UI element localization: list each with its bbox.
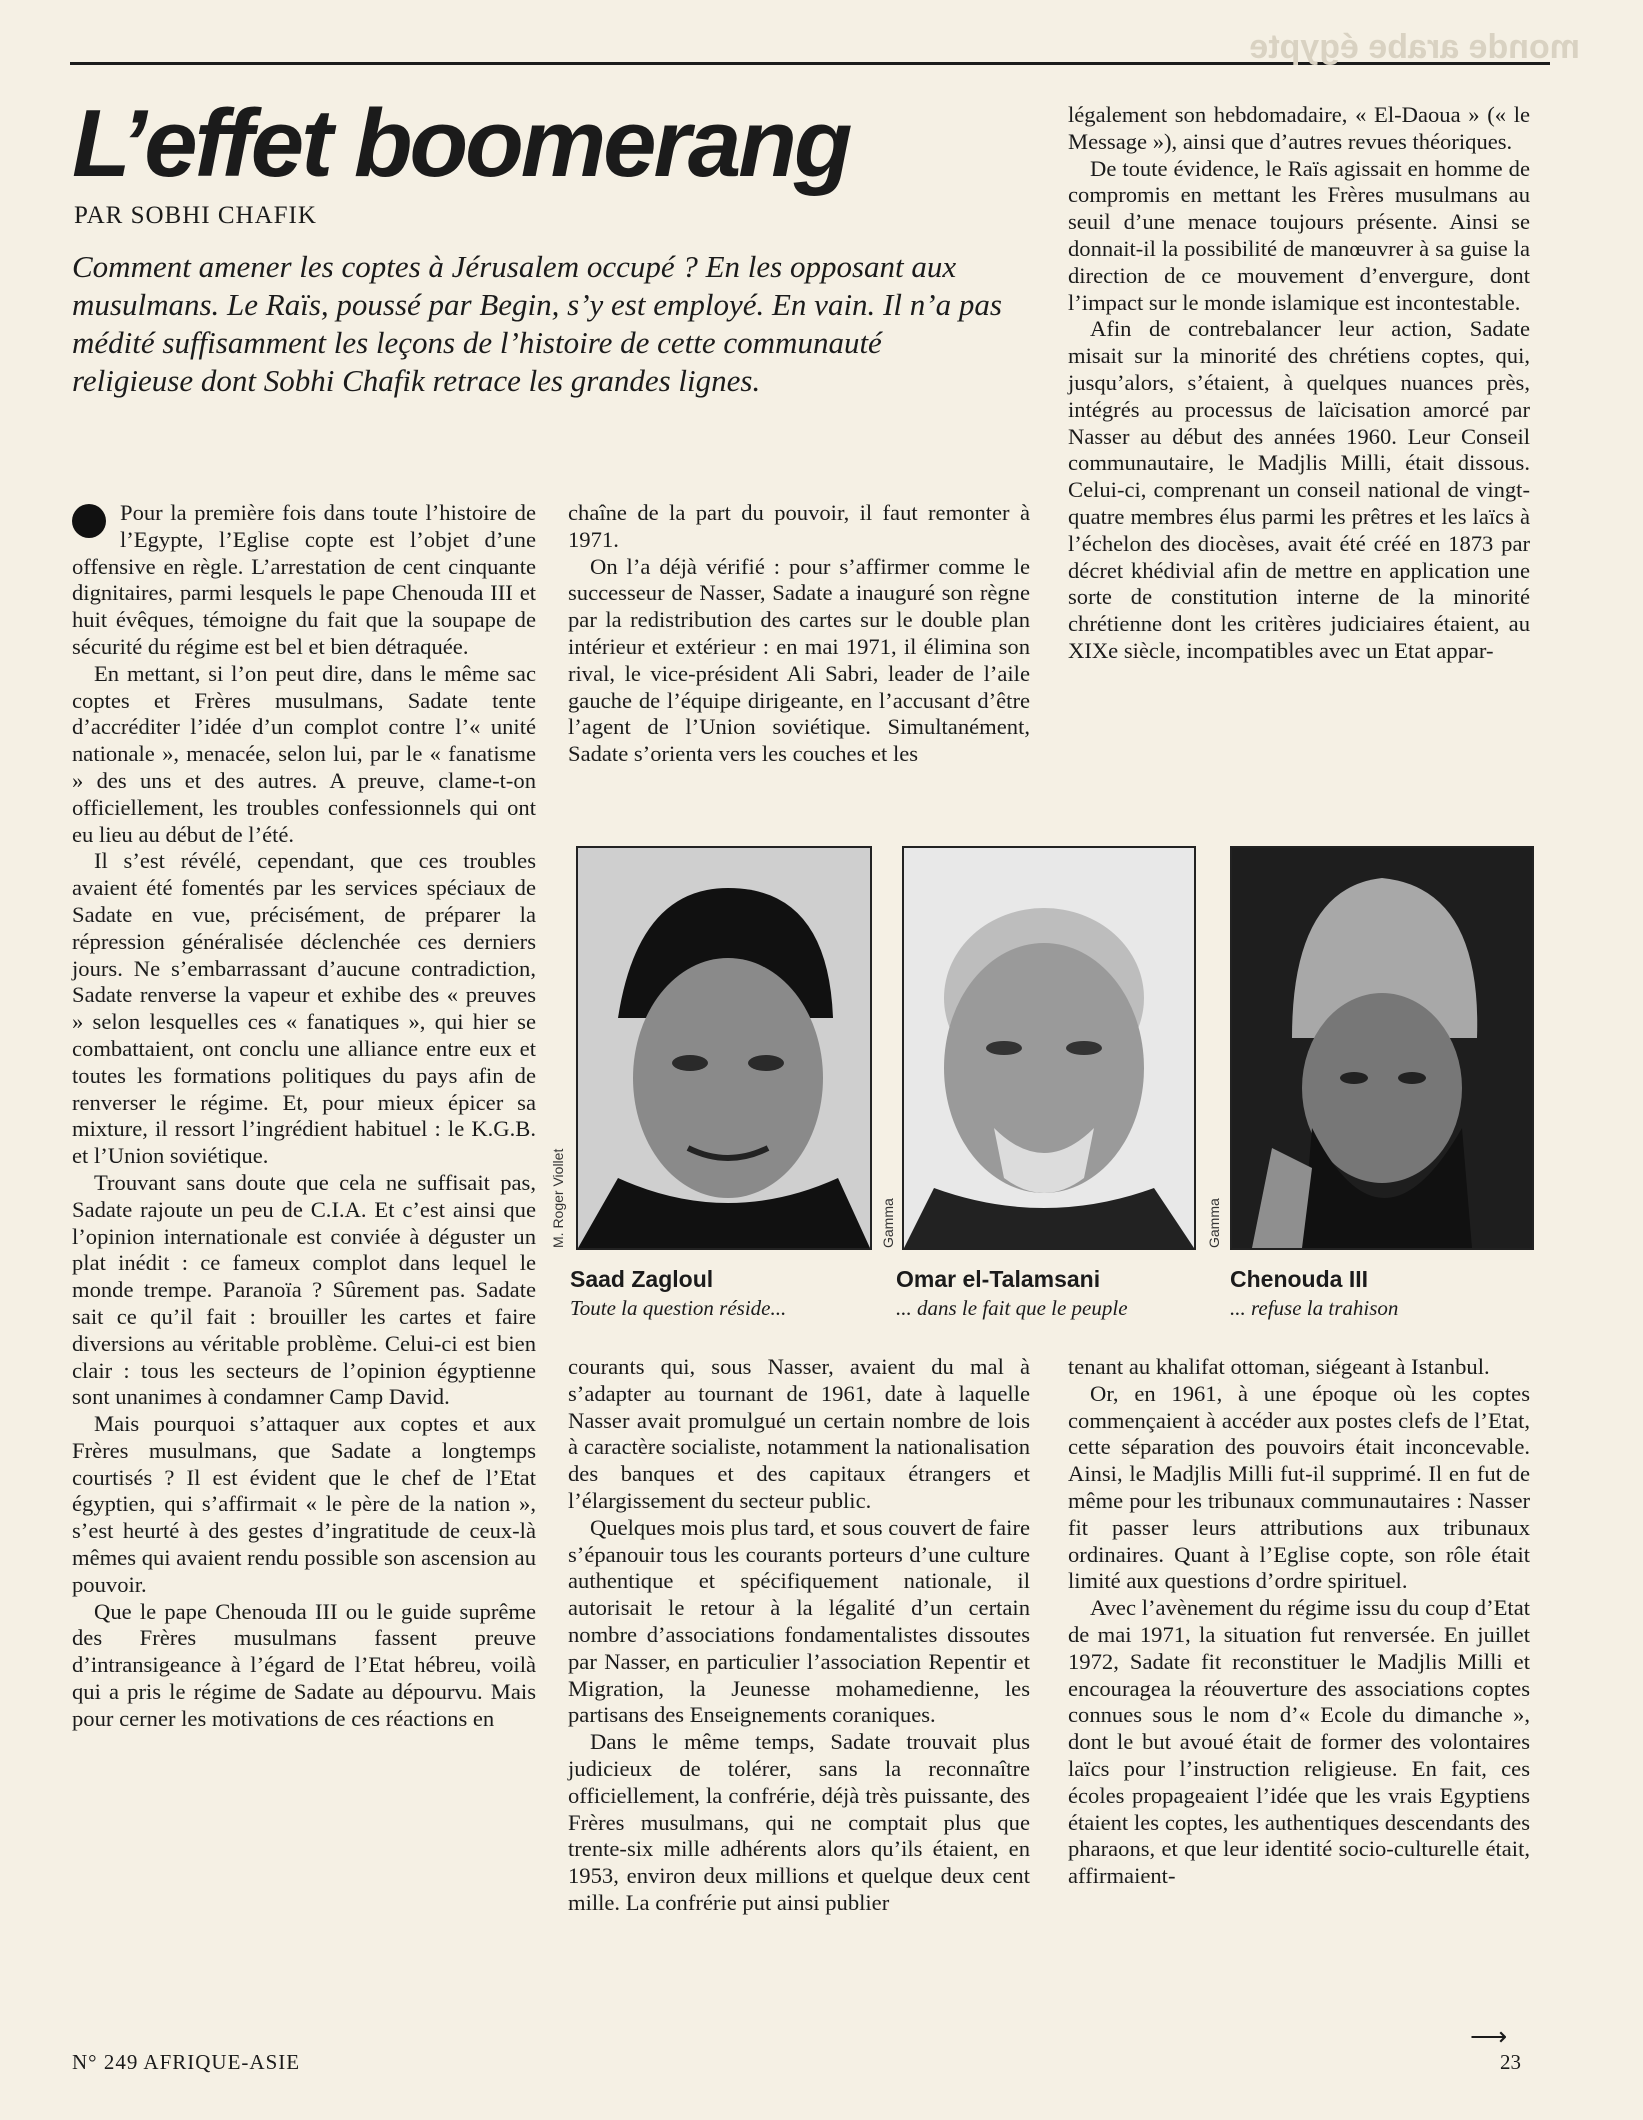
paragraph: Trouvant sans doute que cela ne suffisait pas, Sadate rajoute un peu de C.I.A. Et c’est ainsi que l’opinion internationale est conviée à déguster un plat inédit : ce fameux complot dans lequel le monde trempe. Paranoïa ? Sûrement pas. Sadate sait ce qu’il fait : brouiller les cartes et faire diversions au véritable problème. Celui-ci est bien clair : tous les secteurs de l’opinion égyptienne sont unanimes à condamner Camp David. xyxy=(72,1169,536,1410)
standfirst: Comment amener les coptes à Jérusalem occupé ? En les opposant aux musulmans. Le Raïs, poussé par Begin, s’y est employé. En vain. Il n’a pas médité suffisamment les leçons de l’histoire de cette communauté religieuse dont Sobhi Chafik retrace les grandes lignes. xyxy=(72,249,1002,398)
portrait-image xyxy=(1232,848,1532,1248)
photo-credit: M. Roger Viollet xyxy=(550,1148,566,1248)
paragraph: Il s’est révélé, cependant, que ces troubles avaient été fomentés par les services spéciaux de Sadate en vue, précisément, de préparer la répression généralisée déclenchée ces derniers jours. Ne s’embarrassant d’aucune contradiction, Sadate renverse la vapeur et exhibe des « preuves » selon lesquelles ces « fanatiques », qui hier se combattaient, ont conclu une alliance entre eux et toutes les formations politiques du pays afin de renverser le régime. Et, pour mieux épicer sa mixture, il ressort l’ingrédient habituel : le K.G.B. et l’Union soviétique. xyxy=(72,848,536,1169)
paragraph: Afin de contrebalancer leur action, Sadate misait sur la minorité des chrétiens coptes, qui, jusqu’alors, s’étaient, à quelques nuances près, intégrés au processus de laïcisation amorcé par Nasser au début des années 1960. Leur Conseil communautaire, le Madjlis Milli, était dissous. Celui-ci, comprenant un conseil national de vingt-quatre membres élus parmi les prêtres et les laïcs à l’échelon des diocèses, avait été créé en 1873 par décret khédivial afin de mettre en application une sorte de constitution interne de la minorité chrétienne dont les critères judiciaires étaient, au XIXe siècle, incompatibles avec un Etat appar- xyxy=(1068,316,1530,663)
photo-credit: Gamma xyxy=(1206,1198,1222,1248)
caption-name: Saad Zagloul xyxy=(570,1266,714,1292)
paragraph: Avec l’avènement du régime issu du coup d’Etat de mai 1971, la situation fut renversée. En juillet 1972, Sadate fit reconstituer le Madjlis Milli et encouragea la réouverture des associations coptes connues sous le nom d’« Ecole du dimanche », dont le but avoué était de former des volontaires laïcs pour l’instruction religieuse. En fait, ces écoles propageaient l’idée que les vrais Egyptiens étaient les coptes, les authentiques descendants des pharaons, et que leur identité socio-culturelle était, affirmaient- xyxy=(1068,1595,1530,1889)
issue-label: N° 249 AFRIQUE-ASIE xyxy=(72,2050,301,2074)
column-3-top xyxy=(1068,102,1530,665)
byline: PAR SOBHI CHAFIK xyxy=(74,202,317,229)
paragraph: Dans le même temps, Sadate trouvait plus judicieux de tolérer, sans la reconnaître officiellement, la confrérie, déjà très puissante, des Frères musulmans, qui ne comptait plus que trente-six mille adhérents alors qu’ils étaient, en 1953, environ deux millions et quelque deux cent mille. La confrérie put ainsi publier xyxy=(568,1729,1030,1915)
continue-arrow-icon: ⟶ xyxy=(1470,2022,1508,2051)
portrait-image xyxy=(904,848,1194,1248)
mirrored-header-text: monde arabe égypte xyxy=(1249,28,1580,66)
paragraph: chaîne de la part du pouvoir, il faut remonter à 1971. xyxy=(568,500,1030,552)
paragraph: Mais pourquoi s’attaquer aux coptes et aux Frères musulmans, que Sadate a longtemps courtisés ? Il est évident que le chef de l’Etat égyptien, qui s’affirmait « le père de la nation », s’est heurté à des gestes d’ingratitude de ceux-là mêmes qui avaient rendu possible son ascension au pouvoir. xyxy=(72,1411,536,1597)
caption-name: Omar el-Talamsani xyxy=(896,1266,1101,1292)
photo-saad-zagloul xyxy=(576,846,872,1250)
paragraph: Que le pape Chenouda III ou le guide suprême des Frères musulmans fassent preuve d’intransigeance à l’égard de l’Etat hébreu, voilà qui a pris le régime de Sadate au dépourvu. Mais pour cerner les motivations de ces réactions en xyxy=(72,1598,536,1731)
column-2-bottom xyxy=(568,1354,1030,1917)
drop-bullet-icon xyxy=(72,504,106,538)
paragraph: Pour la première fois dans toute l’histoire de l’Egypte, l’Eglise copte est l’objet d’une offensive en règle. L’arrestation de cent cinquante dignitaires, parmi lesquels le pape Chenouda III et huit évêques, témoigne du fait que la soupape de sécurité du régime est bel et bien détraquée. xyxy=(72,500,536,659)
column-3-bottom xyxy=(1068,1354,1530,1890)
paragraph: tenant au khalifat ottoman, siégeant à Istanbul. xyxy=(1068,1354,1490,1379)
page-number: 23 xyxy=(1500,2050,1521,2074)
column-1 xyxy=(72,500,536,1733)
photo-omar-el-talamsani xyxy=(902,846,1196,1250)
column-2-top xyxy=(568,500,1030,768)
photo-chenouda-iii xyxy=(1230,846,1534,1250)
photo-credit: Gamma xyxy=(880,1198,896,1248)
article-title: L’effet boomerang xyxy=(72,90,850,197)
caption-text: ... dans le fait que le peuple xyxy=(896,1296,1128,1320)
paragraph: Or, en 1961, à une époque où les coptes commençaient à accéder aux postes clefs de l’Etat, cette séparation des pouvoirs était inconcevable. Ainsi, le Madjlis Milli fut-il supprimé. Il en fut de même pour les tribunaux communautaires : Nasser fit passer leurs attributions aux tribunaux ordinaires. Quant à l’Eglise copte, son rôle était limité aux questions d’ordre spirituel. xyxy=(1068,1380,1530,1594)
portrait-image xyxy=(578,848,870,1248)
caption-text: Toute la question réside... xyxy=(570,1296,787,1320)
paragraph: Quelques mois plus tard, et sous couvert de faire s’épanouir tous les courants porteurs d’une culture authentique et spécifiquement nationale, il autorisait le retour à la légalité d’un certain nombre d’associations fondamentalistes dissoutes par Nasser, en particulier l’association Repentir et Migration, la Jeunesse mohamedienne, les partisans des Enseignements coraniques. xyxy=(568,1514,1030,1728)
paragraph: De toute évidence, le Raïs agissait en homme de compromis en mettant les Frères musulmans au seuil d’une menace toujours présente. Ainsi se donnait-il la possibilité de manœuvrer à sa guise la direction de ce mouvement d’envergure, dont l’impact sur le monde islamique est incontestable. xyxy=(1068,155,1530,315)
paragraph: En mettant, si l’on peut dire, dans le même sac coptes et Frères musulmans, Sadate tente d’accréditer l’idée d’un complot contre l’« unité nationale », menacée, selon lui, par le « fanatisme » des uns et des autres. A preuve, clame-t-on officiellement, les troubles confessionnels qui ont eu lieu au début de l’été. xyxy=(72,660,536,847)
caption-text: ... refuse la trahison xyxy=(1230,1296,1399,1320)
paragraph: légalement son hebdomadaire, « El-Daoua » (« le Message »), ainsi que d’autres revues théoriques. xyxy=(1068,102,1530,154)
caption-name: Chenouda III xyxy=(1230,1266,1368,1292)
paragraph: On l’a déjà vérifié : pour s’affirmer comme le successeur de Nasser, Sadate a inauguré son règne par la redistribution des cartes sur le double plan intérieur et extérieur : en mai 1971, il élimina son rival, le vice-président Ali Sabri, leader de l’aile gauche de l’équipe dirigeante, en l’accusant d’être l’agent de l’Union soviétique. Simultanément, Sadate s’orienta vers les couches et les xyxy=(568,553,1030,767)
paragraph: courants qui, sous Nasser, avaient du mal à s’adapter au tournant de 1961, date à laquelle Nasser avait promulgué un certain nombre de lois à caractère socialiste, notamment la nationalisation des banques et des capitaux étrangers et l’élargissement du secteur public. xyxy=(568,1354,1030,1513)
